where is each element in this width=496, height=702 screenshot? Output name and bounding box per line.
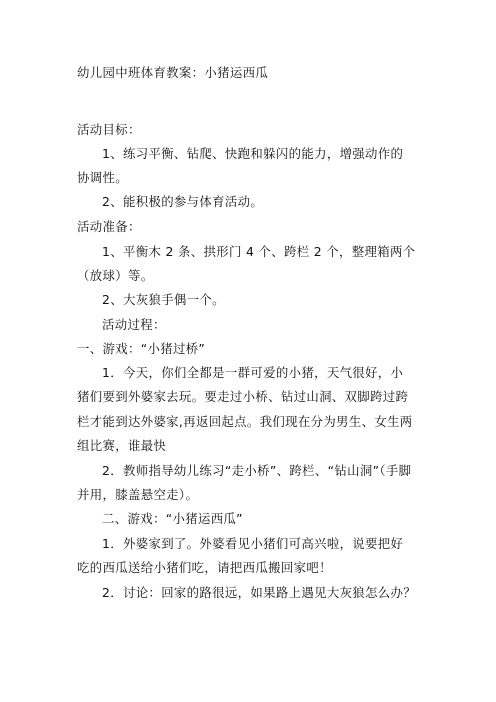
prep-heading: 活动准备：: [77, 219, 141, 234]
goal-1-line-2: 协调性。: [77, 170, 128, 185]
game-1-paragraph-1-line-4: 组比赛，谁最快: [77, 438, 167, 453]
goal-1-line-1: 1、练习平衡、钻爬、快跑和躲闪的能力，增强动作的: [102, 146, 404, 161]
game-1-paragraph-1-line-2: 猪们要到外婆家去玩。要走过小桥、钻过山洞、双脚跨过跨: [77, 389, 409, 404]
goal-2: 2、能积极的参与体育活动。: [102, 194, 264, 209]
document-title: 幼儿园中班体育教案：小猪运西瓜: [77, 65, 269, 80]
game-1-paragraph-1-line-1: 1．今天，你们全都是一群可爱的小猪，天气很好，小: [102, 365, 404, 380]
prep-2: 2、大灰狼手偶一个。: [102, 292, 225, 307]
prep-1-line-2: （放球）等。: [77, 268, 154, 283]
game-1-paragraph-2-line-2: 并用，膝盖悬空走）。: [77, 487, 199, 502]
game-1-paragraph-2-line-1: 2．教师指导幼儿练习“走小桥”、跨栏、“钻山洞”（手脚: [102, 463, 412, 478]
process-heading: 活动过程：: [102, 317, 166, 332]
game-1-paragraph-1-line-3: 栏才能到达外婆家,再返回起点。我们现在分为男生、女生两: [77, 414, 413, 429]
game-2-paragraph-1-line-1: 1．外婆家到了。外婆看见小猪们可高兴啦，说要把好: [102, 536, 404, 551]
game-1-heading: 一、游戏：“小猪过桥”: [77, 341, 206, 356]
goals-heading: 活动目标：: [77, 122, 141, 137]
prep-1-line-1: 1、平衡木 2 条、拱形门 4 个、跨栏 2 个，整理箱两个: [102, 244, 416, 259]
game-2-paragraph-1-line-2: 吃的西瓜送给小猪们吃，请把西瓜搬回家吧！: [77, 560, 332, 575]
game-2-heading: 二、游戏：“小猪运西瓜”: [102, 511, 243, 526]
game-2-paragraph-2-line-1: 2．讨论：回家的路很远，如果路上遇见大灰狼怎么办？: [102, 585, 417, 600]
